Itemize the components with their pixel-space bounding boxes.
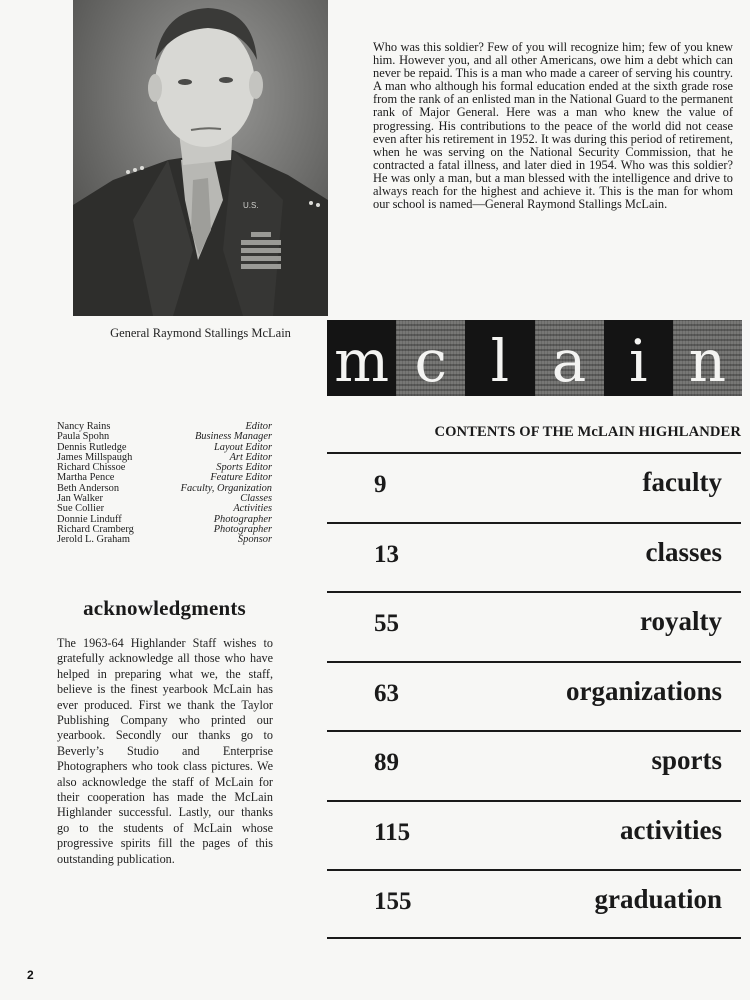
staff-name: Nancy Rains	[57, 421, 111, 432]
banner-letter-a: a	[535, 320, 604, 396]
toc-section-label: organizations	[565, 675, 722, 706]
banner-letter-m: m	[327, 320, 396, 396]
staff-role: Feature Editor	[210, 472, 272, 484]
contents-heading: CONTENTS OF THE McLAIN HIGHLANDER	[434, 424, 741, 440]
toc-entry-faculty[interactable]	[327, 452, 741, 522]
staff-name: James Millspaugh	[57, 451, 133, 463]
staff-role: Editor	[245, 421, 272, 432]
staff-role: Layout Editor	[213, 441, 272, 453]
portrait-illustration	[73, 0, 328, 316]
staff-role: Classes	[240, 493, 272, 505]
toc-entry-organizations[interactable]	[327, 661, 741, 731]
svg-text:U.S.: U.S.	[243, 201, 259, 210]
mclain-banner	[327, 316, 742, 396]
staff-role: Photographer	[213, 513, 272, 525]
staff-role: Sponsor	[237, 534, 272, 546]
toc-section-label: graduation	[594, 884, 722, 914]
toc-section-label: classes	[645, 536, 722, 567]
staff-name: Jerold L. Graham	[57, 534, 130, 546]
table-of-contents	[327, 452, 741, 939]
staff-name: Paula Spohn	[57, 431, 110, 443]
toc-page-number: 55	[374, 610, 399, 637]
staff-role: Sports Editor	[216, 462, 272, 474]
staff-name: Donnie Linduff	[57, 513, 122, 525]
toc-entry-graduation[interactable]	[327, 869, 741, 939]
biography-paragraph: Who was this soldier? Few of you will recognize him; few of you knew him. However you, and all other Americans, owe him a debt which can never be repaid. This is a man who made a career of serving his country. A man who although his formal education ended at the sixth grade rose from the rank of an enlisted man in the National Guard to the permanent rank of Major General. Here was a man who knew the value of progressing. His contributions to the peace of the world did not cease even after his retirement in 1952. It was during this period of retirement, when he was serving on the National Security Commission, that he contracted a fatal illness, and later died in 1954. Who was this soldier? He was only a man, but a man blessed with the intelligence and drive to always reach for the highest and achieve it. This is the man for whom our school is named—General Raymond Stallings McLain.	[373, 40, 733, 212]
toc-section-label: royalty	[640, 606, 722, 636]
staff-name: Martha Pence	[57, 472, 115, 484]
staff-role: Business Manager	[194, 431, 272, 443]
toc-entry-activities[interactable]	[327, 800, 741, 870]
toc-section-label: sports	[651, 745, 722, 775]
staff-name: Richard Cramberg	[57, 523, 134, 535]
toc-page-number: 13	[374, 540, 399, 568]
page-number: 2	[27, 968, 34, 982]
staff-list	[57, 422, 272, 546]
toc-page-number: 155	[374, 888, 412, 915]
staff-role: Faculty, Organization	[180, 482, 272, 494]
portrait-photo	[73, 0, 328, 316]
toc-page-number: 63	[374, 679, 399, 707]
staff-name: Beth Anderson	[57, 482, 120, 494]
banner-letter-i: i	[604, 320, 673, 396]
staff-role: Activities	[233, 503, 272, 515]
toc-entry-classes[interactable]	[327, 522, 741, 592]
toc-page-number: 115	[374, 818, 411, 846]
toc-entry-royalty[interactable]	[327, 591, 741, 661]
staff-name: Sue Collier	[57, 503, 105, 515]
toc-entry-sports[interactable]	[327, 730, 741, 800]
toc-page-number: 89	[374, 749, 399, 776]
toc-page-number: 9	[374, 471, 387, 498]
staff-name: Jan Walker	[57, 493, 104, 505]
staff-name: Richard Chissoe	[57, 462, 126, 474]
banner-letter-c: c	[396, 320, 465, 396]
staff-role: Art Editor	[229, 451, 272, 463]
acknowledgments-heading: acknowledgments	[83, 596, 246, 620]
toc-section-label: activities	[620, 814, 722, 845]
portrait-caption: General Raymond Stallings McLain	[110, 326, 291, 340]
banner-letter-n: n	[673, 320, 742, 396]
banner-letter-l: l	[465, 320, 534, 396]
toc-section-label: faculty	[642, 467, 722, 497]
staff-name: Dennis Rutledge	[57, 441, 127, 453]
acknowledgments-body: The 1963-64 Highlander Staff wishes to gratefully acknowledge all those who have helped in preparing what we, the staff, believe is the finest yearbook McLain has ever produced. First we thank the Taylor Publishing Company who printed our yearbook. Secondly our thanks go to Beverly’s Studio and Enterprise Photographers who took class pictures. We also acknowledge the staff of McLain for their cooperation has made the McLain Highlander successful. Lastly, our thanks go to the students of McLain whose progressive spirits fill the pages of this outstanding publication.	[57, 636, 273, 866]
staff-role: Photographer	[213, 523, 272, 535]
staff-row	[57, 535, 272, 545]
